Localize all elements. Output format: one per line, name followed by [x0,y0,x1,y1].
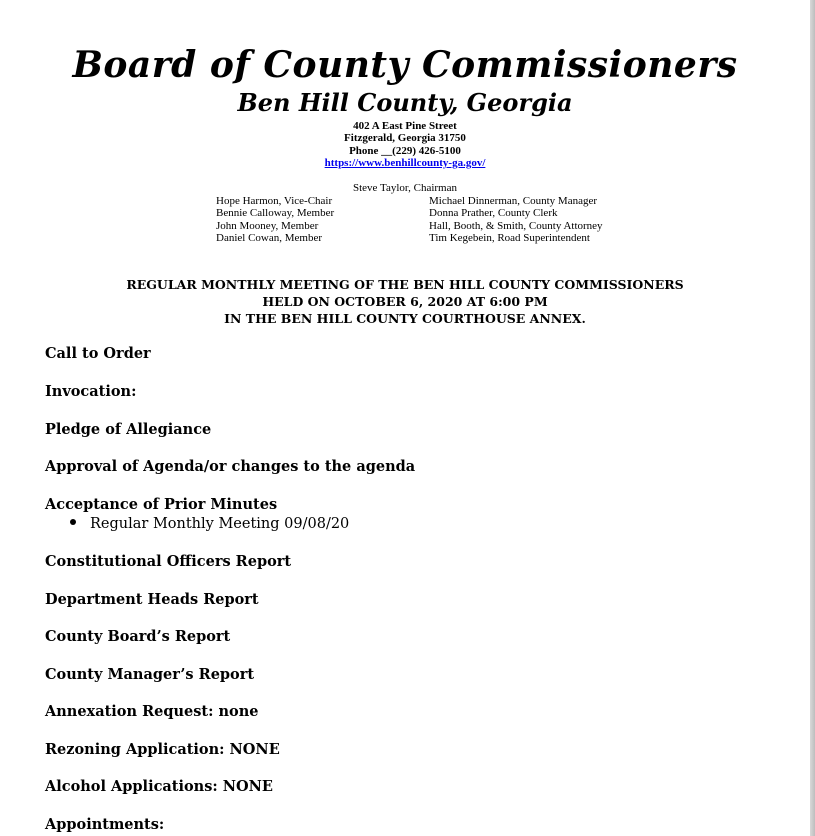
official-name: Daniel Cowan, Member [216,232,322,245]
bullet-icon [70,519,76,525]
page-edge [810,0,815,836]
official-name: Tim Kegebein, Road Superintendent [429,232,590,245]
agenda-bullet-item [70,516,349,532]
official-name: Donna Prather, County Clerk [429,207,558,220]
agenda-department: Department Heads Report [45,591,259,608]
staff-list [429,195,603,245]
agenda-call-to-order: Call to Order [45,345,151,362]
agenda-county-manager: County Manager’s Report [45,666,255,683]
meeting-heading-line: REGULAR MONTHLY MEETING OF THE BEN HILL COUNTY COMMISSIONERS [126,277,684,292]
agenda-county-board: County Board’s Report [45,628,231,645]
website-link[interactable]: https://www.benhillcounty-ga.gov/ [324,157,486,169]
agenda-alcohol: Alcohol Applications: NONE [45,778,273,795]
document-subtitle: Ben Hill County, Georgia [237,88,573,117]
agenda-constitutional: Constitutional Officers Report [45,553,292,570]
official-name: John Mooney, Member [216,219,319,232]
official-name: Bennie Calloway, Member [216,207,335,220]
address-street: 402 A East Pine Street [353,120,457,132]
website-line [0,157,810,170]
agenda-rezoning: Rezoning Application: NONE [45,741,280,758]
agenda-invocation: Invocation: [45,383,137,400]
agenda-acceptance: Acceptance of Prior Minutes [45,496,278,513]
agenda-appointments: Appointments: [45,816,165,833]
chairman-name: Steve Taylor, Chairman [353,182,457,194]
agenda-annexation: Annexation Request: none [45,703,259,720]
commissioners-list [216,195,334,245]
phone-number: Phone __(229) 426-5100 [349,145,461,157]
official-name: Hall, Booth, & Smith, County Attorney [429,219,603,232]
address-city: Fitzgerald, Georgia 31750 [344,132,466,144]
meeting-heading-line: HELD ON OCTOBER 6, 2020 AT 6:00 PM [262,294,548,309]
meeting-heading-line: IN THE BEN HILL COUNTY COURTHOUSE ANNEX. [224,311,586,326]
bullet-text: Regular Monthly Meeting 09/08/20 [90,516,350,532]
agenda-approval: Approval of Agenda/or changes to the agenda [45,458,416,475]
official-name: Michael Dinnerman, County Manager [429,195,598,207]
document-title: Board of County Commissioners [72,44,738,86]
agenda-pledge: Pledge of Allegiance [45,421,212,438]
official-name: Hope Harmon, Vice-Chair [216,195,333,207]
